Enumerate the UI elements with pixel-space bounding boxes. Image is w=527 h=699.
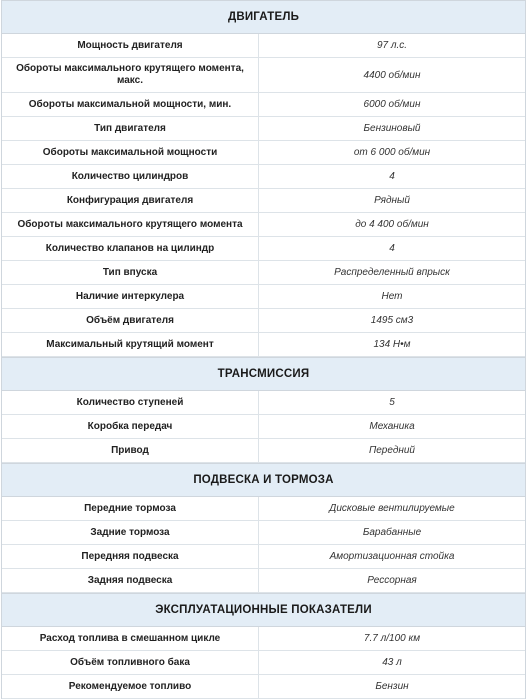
table-row	[2, 117, 525, 141]
spec-label: Количество клапанов на цилиндр	[2, 237, 259, 260]
table-row	[2, 627, 525, 651]
table-row	[2, 545, 525, 569]
table-row	[2, 189, 525, 213]
spec-value: Рессорная	[367, 575, 417, 586]
spec-value: Передний	[369, 445, 415, 456]
spec-value: Барабанные	[362, 527, 422, 538]
spec-value: 4	[389, 171, 395, 182]
spec-value: 1495 см3	[370, 315, 414, 326]
section-header: ПОДВЕСКА И ТОРМОЗА	[2, 463, 525, 497]
spec-value: 4400 об/мин	[363, 69, 421, 81]
spec-label: Количество цилиндров	[2, 165, 259, 188]
spec-label: Коробка передач	[2, 415, 259, 438]
spec-value: 43 л	[382, 657, 402, 668]
spec-label: Привод	[2, 439, 259, 462]
spec-label: Количество ступеней	[2, 391, 259, 414]
table-row	[2, 58, 525, 93]
spec-value: 134 Н•м	[373, 339, 411, 350]
spec-label: Обороты максимального крутящего момента	[2, 213, 259, 236]
spec-value: Бензиновый	[363, 123, 421, 134]
table-row	[2, 497, 525, 521]
table-row	[2, 93, 525, 117]
table-row	[2, 261, 525, 285]
spec-value: Распределенный впрыск	[334, 267, 450, 278]
spec-value: Механика	[369, 421, 415, 432]
spec-value: Бензин	[375, 681, 409, 692]
spec-label: Обороты максимального крутящего момента, макс.	[2, 58, 259, 92]
spec-value: Рядный	[374, 195, 410, 206]
table-row	[2, 521, 525, 545]
section-header: ТРАНСМИССИЯ	[2, 357, 525, 391]
spec-value: Нет	[381, 291, 403, 302]
spec-label: Тип двигателя	[2, 117, 259, 140]
spec-value: Дисковые вентилируемые	[329, 503, 455, 514]
spec-value: 97 л.с.	[376, 40, 408, 51]
table-row	[2, 333, 525, 357]
table-row	[2, 415, 525, 439]
specs-table	[1, 0, 526, 699]
spec-label: Обороты максимальной мощности, мин.	[2, 93, 259, 116]
spec-label: Объём топливного бака	[2, 651, 259, 674]
spec-label: Задние тормоза	[2, 521, 259, 544]
table-row	[2, 391, 525, 415]
section-performance	[2, 593, 525, 699]
spec-label: Тип впуска	[2, 261, 259, 284]
spec-label: Конфигурация двигателя	[2, 189, 259, 212]
section-header: ЭКСПЛУАТАЦИОННЫЕ ПОКАЗАТЕЛИ	[2, 593, 525, 627]
section-engine	[2, 0, 525, 357]
section-transmission	[2, 357, 525, 463]
table-row	[2, 237, 525, 261]
table-row	[2, 165, 525, 189]
spec-label: Объём двигателя	[2, 309, 259, 332]
section-header: ДВИГАТЕЛЬ	[2, 0, 525, 34]
spec-label: Максимальный крутящий момент	[2, 333, 259, 356]
spec-value: 5	[389, 397, 395, 408]
spec-value: 4	[389, 243, 395, 254]
spec-value: Амортизационная стойка	[329, 551, 455, 562]
spec-value: 7.7 л/100 км	[363, 633, 421, 644]
table-row	[2, 141, 525, 165]
spec-value: 6000 об/мин	[363, 99, 421, 110]
spec-label: Рекомендуемое топливо	[2, 675, 259, 698]
table-row	[2, 285, 525, 309]
table-row	[2, 213, 525, 237]
section-suspension-brakes	[2, 463, 525, 593]
table-row	[2, 439, 525, 463]
spec-label: Наличие интеркулера	[2, 285, 259, 308]
spec-value: до 4 400 об/мин	[355, 219, 429, 230]
spec-value: от 6 000 об/мин	[353, 147, 431, 158]
table-row	[2, 309, 525, 333]
spec-label: Обороты максимальной мощности	[2, 141, 259, 164]
spec-label: Передняя подвеска	[2, 545, 259, 568]
table-row	[2, 675, 525, 699]
table-row	[2, 651, 525, 675]
table-row	[2, 34, 525, 58]
spec-label: Расход топлива в смешанном цикле	[2, 627, 259, 650]
table-row	[2, 569, 525, 593]
spec-label: Мощность двигателя	[2, 34, 259, 57]
spec-label: Передние тормоза	[2, 497, 259, 520]
spec-label: Задняя подвеска	[2, 569, 259, 592]
